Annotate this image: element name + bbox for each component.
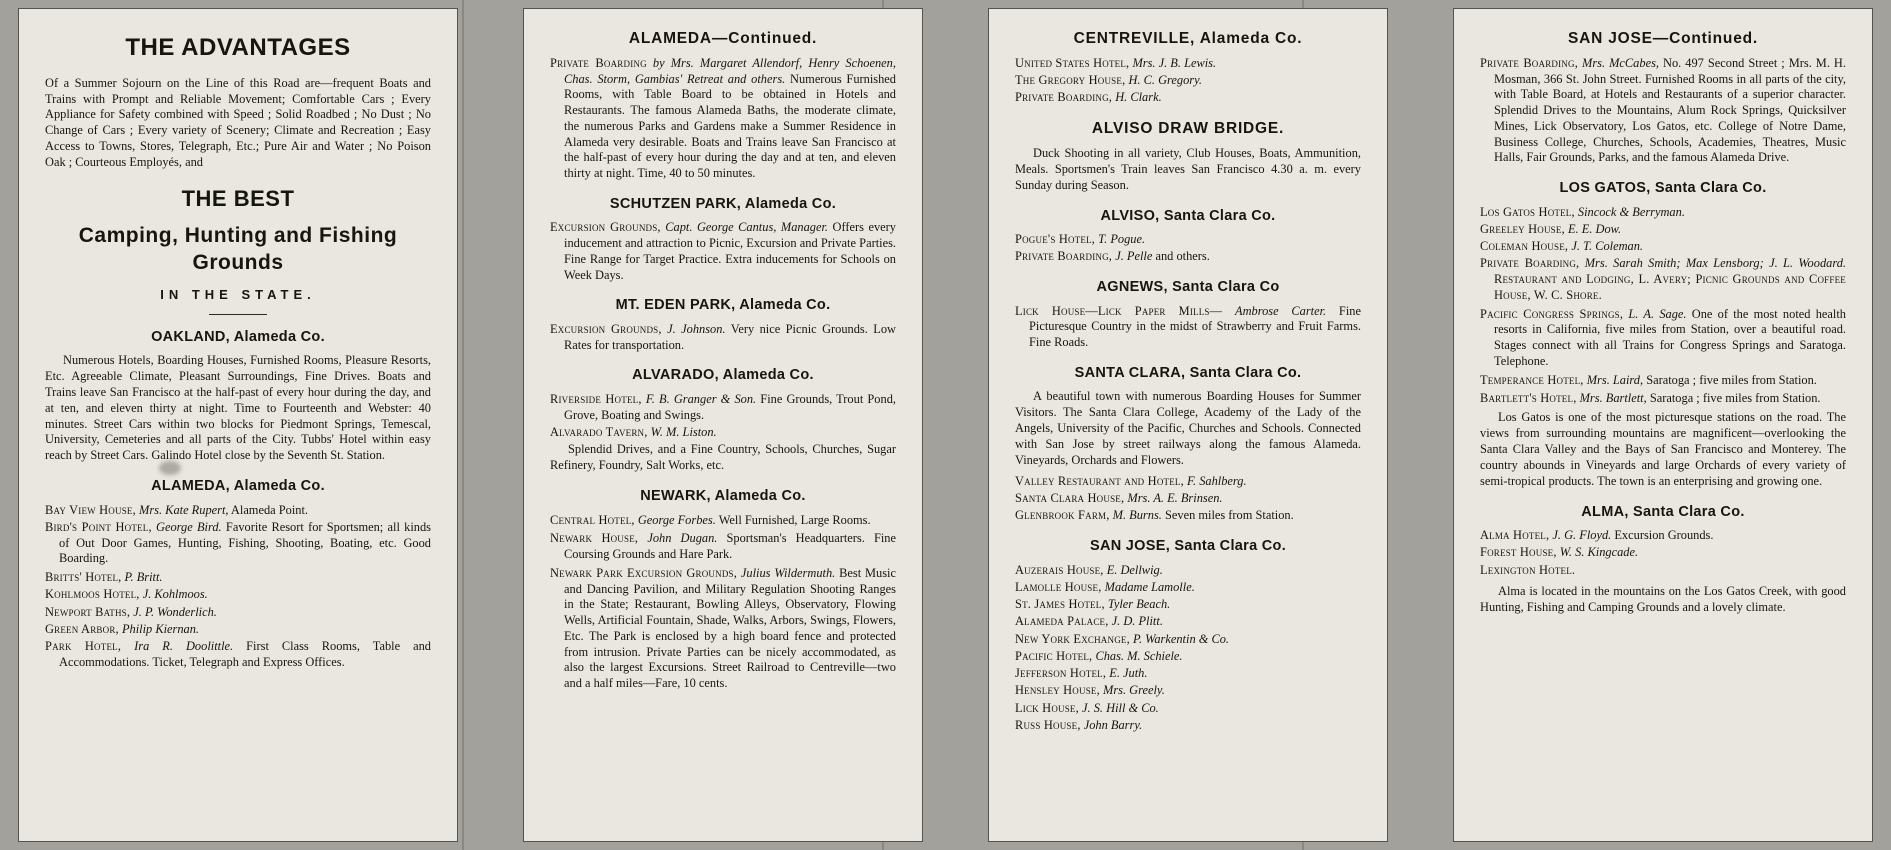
listing-proprietor: Sincock & Berryman. [1577,204,1685,219]
listing-name: Jefferson Hotel, [1015,666,1107,681]
listing-entry [45,639,431,671]
panel-alameda-continued [523,8,923,842]
listing-entry [1015,232,1361,248]
listing-entry [1480,545,1846,561]
listing-entry [550,322,896,354]
listing-proprietor: J. S. Hill & Co. [1082,700,1159,715]
listing-name: Greeley House, [1480,221,1565,236]
listing-entry [550,531,896,563]
section-heading-santa-clara: SANTA CLARA, Santa Clara Co. [1074,364,1302,381]
listing-proprietor: John Barry. [1083,717,1143,732]
listing-detail: Restaurant and Lodging, L. Avery; Picnic Grounds and Coffee House, W. C. Shore. [1494,272,1846,302]
listing-proprietor: E. E. Dow. [1568,221,1622,236]
listing-proprietor: J. D. Plitt. [1111,614,1163,629]
listing-name: Glenbrook Farm, [1015,508,1110,523]
listing-name: Bartlett's Hotel, [1480,391,1577,406]
listing-entry [1480,205,1846,221]
listing-name: Lick House, [1015,700,1079,715]
listing-entry [1480,222,1846,238]
listing-detail: One of the most noted health resorts in California, five miles from Station, over a beautiful road. Stages connect with all Trains for Congress Springs and Saratoga. Telephone. [1494,306,1846,368]
section-heading-newark: NEWARK, Alameda Co. [640,487,806,504]
listing-name: Newport Baths, [45,604,131,619]
listing-entry [1015,56,1361,72]
listing-entry [1015,614,1361,630]
listing-entry [1015,580,1361,596]
listing-name: Coleman House, [1480,239,1569,254]
listing-name: Private Boarding, [1480,55,1578,70]
listing-proprietor: J. Kohlmoos. [142,587,208,602]
listing-entry [1015,73,1361,89]
listing-proprietor: E. Dellwig. [1106,562,1163,577]
section-paragraph: Splendid Drives, and a Fine Country, Schools, Churches, Sugar Refinery, Foundry, Salt Works, etc. [550,442,896,473]
listing-name: Green Arbor, [45,621,119,636]
listing-name: Los Gatos Hotel, [1480,204,1575,219]
listing-proprietor: F. B. Granger & Son. [645,391,757,406]
listing-proprietor: J. Johnson. [667,321,726,336]
listing-name: New York Exchange, [1015,631,1130,646]
listing-entry [1480,373,1846,389]
listing-proprietor: Ira R. Doolittle. [134,639,234,654]
listing-detail: Saratoga ; five miles from Station. [1646,372,1817,387]
listing-proprietor: W. S. Kingcade. [1559,545,1639,560]
listing-entry [550,513,896,529]
panel-advantages [18,8,458,842]
listing-name: Lexington Hotel. [1480,562,1576,577]
listing-entry [45,622,431,638]
listing-detail: Saratoga ; five miles from Station. [1649,391,1821,406]
listing-name: Pacific Congress Springs, [1480,306,1624,321]
listing-proprietor: Tyler Beach. [1107,597,1171,612]
listing-entry [1015,701,1361,717]
listing-proprietor: Mrs. A. E. Brinsen. [1127,491,1223,506]
page-title: THE ADVANTAGES [125,34,351,61]
listing-name: Alameda Palace, [1015,614,1109,629]
listing-entry [1015,632,1361,648]
listing-proprietor: George Forbes. [637,512,716,527]
listing-detail: Well Furnished, Large Rooms. [718,512,871,527]
page-title: CENTREVILLE, Alameda Co. [1073,30,1303,47]
listing-entry [1480,563,1846,579]
section-heading-agnews: AGNEWS, Santa Clara Co [1096,279,1280,296]
listing-proprietor: Chas. M. Schiele. [1095,648,1183,663]
fold-line-1 [462,0,464,850]
listing-entry [550,220,896,283]
listing-detail: Alameda Point. [230,502,309,517]
listing-entry [1015,249,1361,265]
listing-name: Pacific Hotel, [1015,648,1093,663]
listing-detail: and others. [1155,249,1210,264]
listing-entry [45,605,431,621]
listing-name: Bird's Point Hotel, [45,519,152,534]
listing-entry [550,566,896,692]
listing-proprietor: J. P. Wonderlich. [133,604,217,619]
listing-proprietor: P. Britt. [124,570,163,585]
listing-name: Britts' Hotel, [45,570,122,585]
listing-entry [1480,56,1846,166]
listing-entry [1015,90,1361,106]
listing-entry [1015,304,1361,351]
listing-name: Excursion Grounds, [550,220,661,235]
listing-name: Auzerais House, [1015,562,1104,577]
listing-proprietor: W. M. Liston. [650,424,717,439]
listing-name: Forest House, [1480,545,1557,560]
listing-entry [1480,239,1846,255]
listing-proprietor: T. Pogue. [1098,232,1146,247]
section-paragraph: Alma is located in the mountains on the Los Gatos Creek, with good Hunting, Fishing and Camping Grounds and a lovely climate. [1480,584,1846,615]
listing-name: Lamolle House, [1015,579,1102,594]
listing-name: Bay View House, [45,502,136,517]
listing-detail: Best Music and Dancing Pavilion, and Military Regulation Shooting Ranges in the State; Restaurant, Bowling Alleys, Observatory, Flowing Wells, Artificial Fountain, Shade, Walks, Arbors, Swings, Flowers, Etc. The Park is enclosed by a high board fence and protected from intrusion. Private Parties can be nicely accommodated, as also the largest Excursions. Street Railroad to Centreville—two and a half miles—Fare, 10 cents. [564,565,896,691]
listing-detail: Numerous Furnished Rooms, with Table Board to be obtained in Hotels and Restaurants. The famous Alameda Baths, the moderate climate, the numerous Parks and Gardens make a Summer Residence in Alameda very desirable. Boats and Trains leave San Francisco at the half-past of every hour during the day and at ten, and eleven thirty at night. Time, 40 to 50 minutes. [564,71,896,181]
listing-detail: Excursion Grounds. [1614,528,1714,543]
listing-entry [550,425,896,441]
listing-name: Pogue's Hotel, [1015,232,1096,247]
listing-name: St. James Hotel, [1015,597,1105,612]
section-heading-schutzen-park: SCHUTZEN PARK, Alameda Co. [609,195,837,212]
listing-name: Temperance Hotel, [1480,372,1584,387]
listing-name: Central Hotel, [550,512,635,527]
panel-san-jose-continued [1453,8,1873,842]
section-paragraph: Duck Shooting in all variety, Club Houses, Boats, Ammunition, Meals. Sportsmen's Train leaves San Francisco 4.30 a. m. every Sunday during Season. [1015,145,1361,192]
listing-proprietor: M. Burns. [1112,508,1162,523]
listing-proprietor: L. A. Sage. [1628,306,1687,321]
listing-name: Private Boarding, [1015,90,1113,105]
listing-name: Hensley House, [1015,683,1100,698]
section-paragraph: Numerous Hotels, Boarding Houses, Furnished Rooms, Pleasure Resorts, Etc. Agreeable Climate, Pleasant Surroundings, Fine Drives. Boats and Trains leave San Francisco at the half-past of every hour during the day, and at ten, and eleven thirty at night. Time to Fourteenth and Webster: 40 minutes. Street Cars within two blocks for Piedmont Springs, Temescal, University, Cemeteries and all parts of the City. Tubbs' Hotel within easy reach by Street Cars. Galindo Hotel close by the Seventh St. Station. [45,353,431,463]
listing-name: Riverside Hotel, [550,391,642,406]
listing-detail: Sportsman's Headquarters. Fine Coursing Grounds and Hare Park. [564,531,896,562]
section-heading-los-gatos: LOS GATOS, Santa Clara Co. [1559,180,1767,197]
section-heading-alviso-draw-bridge: ALVISO DRAW BRIDGE. [1091,120,1285,138]
listing-detail: Offers every inducement and attraction to Picnic, Excursion and Private Parties. Fine Range for Target Practice. Extra inducements for Schools on Week Days. [564,220,896,282]
listing-proprietor: Mrs. Greely. [1103,683,1165,698]
page-title: SAN JOSE—Continued. [1567,30,1758,47]
section-heading-mt-eden-park: MT. EDEN PARK, Alameda Co. [615,297,831,314]
listing-entry [1480,528,1846,544]
listing-name: Newark Park Excursion Grounds, [550,565,738,580]
listing-name: Park Hotel, [45,639,122,654]
listing-name: Excursion Grounds, [550,321,662,336]
section-heading-alvarado: ALVARADO, Alameda Co. [632,367,814,384]
listing-entry [1015,491,1361,507]
section-heading-alviso: ALVISO, Santa Clara Co. [1100,207,1276,224]
listing-detail: No. 497 Second Street ; Mrs. M. H. Mosman, 366 St. John Street. Furnished Rooms in all parts of the city, with Table Board, at Hotels and Restaurants of a superior character. Splendid Drives to the Mountains, Alum Rock Springs, Quicksilver Mines, Lick Observatory, Los Gatos, etc. College of Notre Dame, Business College, Churches, Schools, Academies, Theatres, Music Halls, Fair Grounds, Parks, and the famous Alameda Drive. [1494,55,1846,165]
listing-name: Lick House—Lick Paper Mills— [1015,303,1223,318]
listing-detail: Very nice Picnic Grounds. Low Rates for transportation. [564,321,896,352]
listing-proprietor: J. Pelle [1115,249,1153,264]
listing-entry [1015,666,1361,682]
listing-proprietor: Madame Lamolle. [1104,579,1195,594]
listing-detail: Fine Picturesque Country in the midst of Strawberry and Fruit Farms. Fine Roads. [1029,303,1361,350]
section-paragraph: A beautiful town with numerous Boarding Houses for Summer Visitors. The Santa Clara College, Academy of the Lady of the Angels, University of the Pacific, Churches and Schools. Connected with San Jose by street railways along the famous Alameda. Vineyards, Orchards and Flowers. [1015,389,1361,467]
listing-proprietor: Mrs. Bartlett, [1579,391,1647,406]
listing-detail: First Class Rooms, Table and Accommodations. Ticket, Telegraph and Express Offices. [59,639,431,669]
listing-name: Valley Restaurant and Hotel, [1015,473,1184,488]
listing-entry [45,587,431,603]
listing-proprietor: Mrs. Laird, [1586,372,1644,387]
listing-proprietor: Mrs. J. B. Lewis. [1132,55,1217,70]
listing-name: Alvarado Tavern, [550,424,648,439]
listing-proprietor: Capt. George Cantus, Manager. [665,220,829,235]
listing-detail: Favorite Resort for Sportsmen; all kinds of Out Door Games, Hunting, Fishing, Shooting, Boating, etc. Good Boarding. [59,519,431,566]
listing-proprietor: J. T. Coleman. [1571,239,1644,254]
listing-proprietor: Mrs. Kate Rupert, [139,502,229,517]
listing-proprietor: F. Sahlberg. [1187,473,1247,488]
listing-name: Kohlmoos Hotel, [45,587,140,602]
page-title: ALAMEDA—Continued. [628,30,818,47]
listing-name: United States Hotel, [1015,55,1130,70]
listing-proprietor: John Dugan. [647,531,718,546]
listing-entry [45,570,431,586]
listing-entry [1015,683,1361,699]
listing-entry [45,503,431,519]
listing-entry [1015,597,1361,613]
listing-proprietor: Mrs. McCabes, [1582,55,1659,70]
listing-entry [550,56,896,182]
listing-entry [1015,563,1361,579]
listing-name: Private Boarding [550,55,647,70]
listing-name: Private Boarding, [1015,249,1113,264]
listing-detail: Seven miles from Station. [1164,508,1294,523]
listing-detail: Fine Grounds, Trout Pond, Grove, Boating and Swings. [564,391,896,422]
section-heading-oakland: OAKLAND, Alameda Co. [151,328,325,345]
listing-name: Private Boarding, [1480,256,1580,271]
listing-proprietor: E. Juth. [1109,666,1148,681]
listing-proprietor: Julius Wildermuth. [740,565,836,580]
listing-name: Santa Clara House, [1015,491,1125,506]
listing-entry [550,392,896,424]
listing-entry [1015,649,1361,665]
listing-proprietor: H. Clark. [1115,90,1162,105]
section-heading-san-jose: SAN JOSE, Santa Clara Co. [1089,538,1287,555]
listing-entry [45,520,431,567]
listing-proprietor: H. C. Gregory. [1128,73,1203,88]
listing-proprietor: Mrs. Sarah Smith; Max Lensborg; J. L. Woodard. [1584,256,1846,271]
section-heading-alameda: ALAMEDA, Alameda Co. [151,478,325,495]
listing-entry [1480,256,1846,303]
intro-paragraph: Of a Summer Sojourn on the Line of this Road are—frequent Boats and Trains with Prompt and Reliable Movement; Comfortable Cars ; Every Appliance for Safety combined with Speed ; Solid Roadbed ; No Dust ; No Change of Cars ; Every variety of Scenery; Climate and Recreation ; Easy Access to Towns, Stores, Telegraph, Etc.; Pure Air and Water ; No Poison Oak ; Courteous Employés, and [45,75,431,170]
listing-entry [1015,718,1361,734]
listing-name: Russ House, [1015,717,1081,732]
title-in-the-state: IN THE STATE. [160,286,316,302]
title-camping-hunting-fishing: Camping, Hunting and Fishing Grounds [78,224,398,274]
listing-name: Alma Hotel, [1480,528,1550,543]
listing-entry [1480,307,1846,370]
panel-centreville [988,8,1388,842]
listing-name: Newark House, [550,531,639,546]
listing-name: The Gregory House, [1015,73,1126,88]
section-paragraph: Los Gatos is one of the most picturesque stations on the road. The views from surrounding mountains are magnificent—overlooking the Santa Clara Valley and the Bays of San Francisco and Monterey. The country abounds in Vineyards and large Orchards of every variety of semi-tropical products. The town is an enterprising and growing one. [1480,410,1846,488]
listing-proprietor: Philip Kiernan. [121,621,200,636]
listing-proprietor: P. Warkentin & Co. [1133,631,1230,646]
listing-proprietor: by Mrs. Margaret Allendorf, Henry Schoenen, Chas. Storm, Gambias' Retreat and others. [564,55,896,86]
divider-rule [209,314,267,315]
listing-entry [1015,474,1361,490]
section-heading-alma: ALMA, Santa Clara Co. [1581,503,1745,520]
listing-entry [1480,391,1846,407]
listing-proprietor: J. G. Floyd. [1552,528,1612,543]
listing-entry [1015,508,1361,524]
listing-proprietor: Ambrose Carter. [1235,303,1327,318]
listing-proprietor: George Bird. [156,519,222,534]
title-the-best: THE BEST [181,185,295,211]
